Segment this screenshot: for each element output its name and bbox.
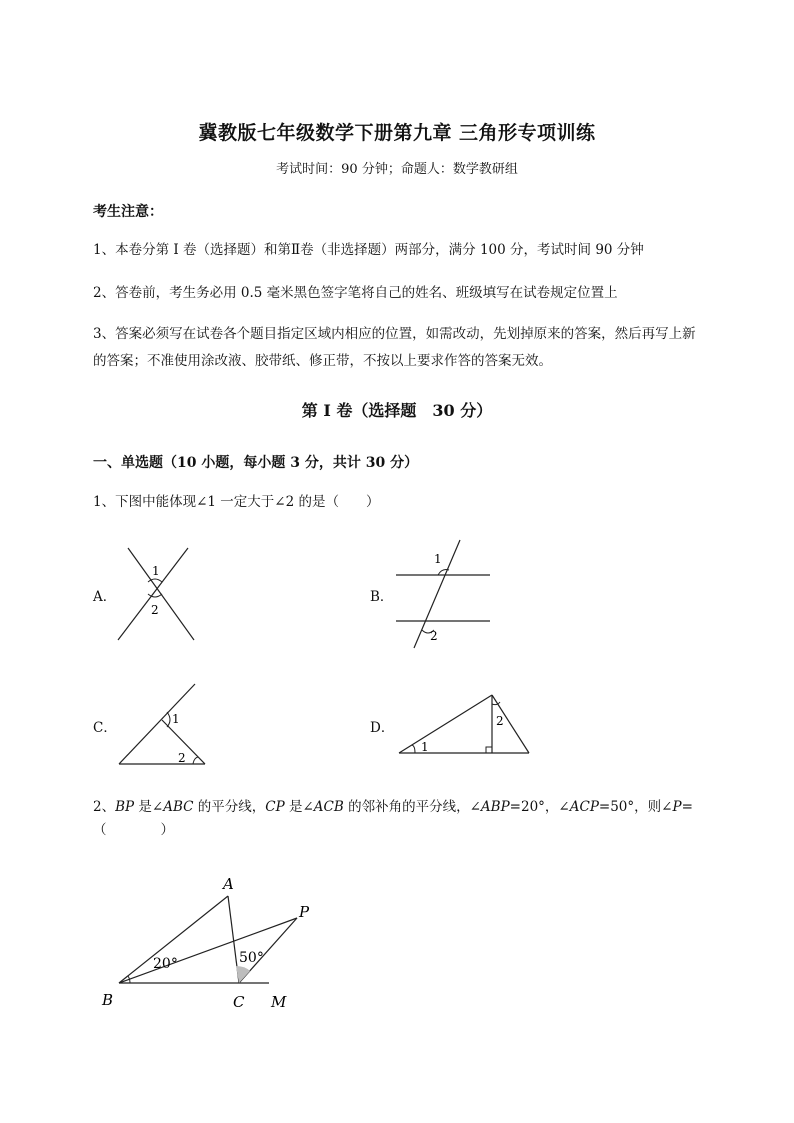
q1c-label-1: 1 bbox=[172, 712, 180, 726]
note-item-1: 1、本卷分第 I 卷（选择题）和第Ⅱ卷（非选择题）两部分，满分 100 分，考试时间 90 分钟 bbox=[93, 242, 644, 258]
note-item-3-cont: 的答案；不准使用涂改液、胶带纸、修正带，不按以上要求作答的答案无效。 bbox=[93, 353, 552, 369]
q1b-label-1: 1 bbox=[434, 552, 442, 566]
q1-option-d-label: D． bbox=[370, 720, 395, 736]
q1-figure-c bbox=[115, 680, 215, 770]
q1b-label-2: 2 bbox=[430, 629, 438, 643]
q2-var-acb: ACB bbox=[313, 799, 344, 815]
q1-stem: 1、下图中能体现∠1 一定大于∠2 的是（ ） bbox=[93, 494, 380, 510]
q2-text-7: = bbox=[681, 799, 693, 815]
q2-label-p: P bbox=[299, 903, 310, 921]
q2-angle-20: 20° bbox=[153, 956, 178, 972]
q2-text-4: 的邻补角的平分线，∠ bbox=[343, 799, 481, 815]
q1a-label-2: 2 bbox=[151, 603, 159, 617]
section-title: 第 I 卷（选择题 30 分） bbox=[301, 401, 493, 420]
q1-option-a-label: A． bbox=[93, 589, 117, 605]
page-title: 冀教版七年级数学下册第九章 三角形专项训练 bbox=[198, 122, 596, 144]
q2-var-cp: CP bbox=[265, 799, 285, 815]
q2-label-b: B bbox=[102, 991, 114, 1009]
q2-text-5: =20°，∠ bbox=[509, 799, 570, 815]
q2-var-abc: ABC bbox=[163, 799, 194, 815]
note-item-2: 2、答卷前，考生务必用 0.5 毫米黑色签字笔将自己的姓名、班级填写在试卷规定位置上 bbox=[93, 285, 618, 301]
q2-label-a: A bbox=[223, 875, 234, 893]
q1d-label-2: 2 bbox=[496, 714, 504, 728]
q1-figure-d bbox=[395, 690, 535, 760]
q2-text-6: =50°，则∠ bbox=[598, 799, 673, 815]
q1-figure-a bbox=[110, 540, 200, 645]
q1a-label-1: 1 bbox=[152, 564, 160, 578]
q2-text-3: 是∠ bbox=[284, 799, 314, 815]
q1c-label-2: 2 bbox=[178, 751, 186, 765]
notes-heading: 考生注意： bbox=[93, 204, 163, 220]
q2-var-bp: BP bbox=[115, 799, 135, 815]
q2-figure bbox=[95, 870, 335, 1015]
q1-option-b-label: B． bbox=[370, 589, 394, 605]
note-item-3: 3、答案必须写在试卷各个题目指定区域内相应的位置，如需改动，先划掉原来的答案，然后再写上新 bbox=[93, 326, 696, 342]
page-subtitle: 考试时间：90 分钟；命题人：数学教研组 bbox=[276, 162, 518, 177]
q1-figure-b bbox=[392, 538, 497, 653]
q2-label-c: C bbox=[233, 993, 245, 1011]
part-title: 一、单选题（10 小题，每小题 3 分，共计 30 分） bbox=[93, 455, 419, 471]
q2-var-abp: ABP bbox=[480, 799, 510, 815]
q1-option-c-label: C． bbox=[93, 720, 117, 736]
q2-var-acp: ACP bbox=[569, 799, 599, 815]
q2-text-2: 的平分线， bbox=[193, 799, 266, 815]
q2-angle-50: 50° bbox=[239, 950, 264, 966]
q2-stem-prefix: 2、 bbox=[93, 799, 116, 815]
q2-answer-blank: （ ） bbox=[93, 822, 174, 838]
q1d-label-1: 1 bbox=[421, 740, 429, 754]
q2-text-1: 是∠ bbox=[134, 799, 164, 815]
q2-var-p: P bbox=[672, 799, 682, 815]
q2-label-m: M bbox=[271, 993, 287, 1011]
